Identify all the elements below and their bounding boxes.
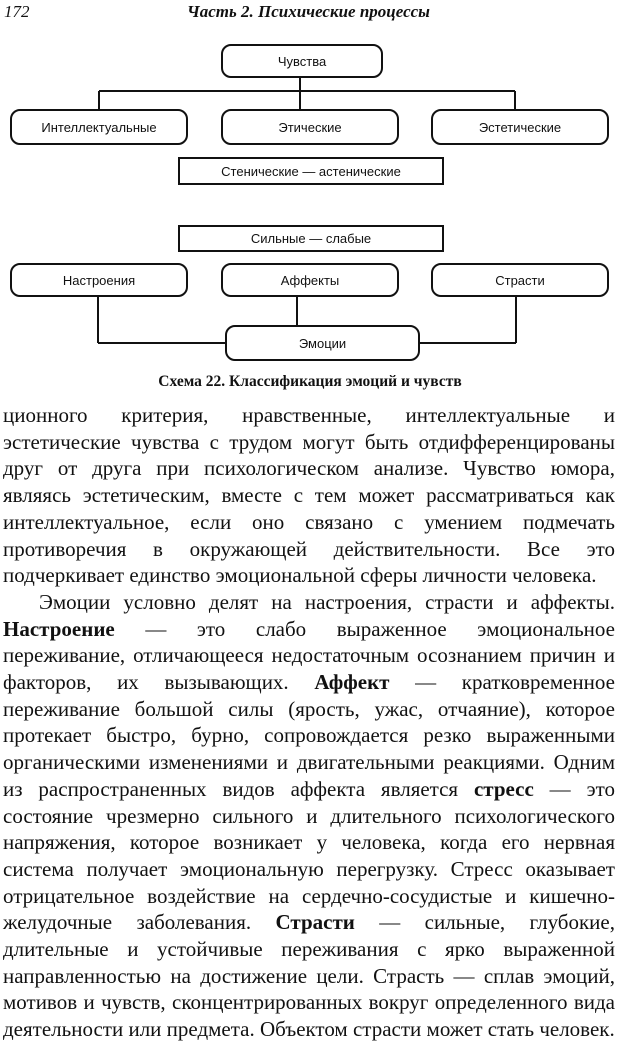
figure-caption: Схема 22. Классификация эмоций и чувств [158,373,462,390]
term-passions: Страсти [275,910,355,935]
body-text [3,402,615,1043]
paragraph-2 [3,589,615,1043]
node-passions: Страсти [431,263,609,297]
feelings-connectors [99,78,515,109]
paragraph-2-text-d: — это состояние чрезмерно сильного и длительного психологического напряжения, которое возникает у человека, когда его нервная система получает эмоциональную перегрузку. Стресс оказывает отрицательное воздействие на сердечно-сосудистые и кишечно-желудочные заболевания. [3,776,615,935]
node-intellectual: Интеллектуальные [10,109,188,145]
term-mood: Настроение [3,616,115,641]
page-number: 172 [4,2,30,21]
node-moods: Настроения [10,263,188,297]
node-feelings: Чувства [221,44,383,78]
criterion-strong-weak: Сильные — слабые [178,225,444,252]
term-stress: стресс [473,776,534,801]
criterion-sthenic-asthenic: Стенические — астенические [178,157,444,185]
term-affect: Аффект [314,670,390,695]
node-affects: Аффекты [221,263,399,297]
paragraph-1: ционного критерия, нравственные, интеллектуальные и эстетические чувства с трудом могут быть отдифференцированы друг от друга при психологическом анализе. Чувство юмора, являясь эстетическим, вместе с тем может рассматриваться как интеллектуальное, если оно связано с умением подмечать противоречия в окружающей действительности. Все это подчеркивает единство эмоциональной сферы личности человека. [3,403,615,588]
node-ethical: Этические [221,109,399,145]
paragraph-2-intro: Эмоции условно делят на настроения, страсти и аффекты. [39,589,615,614]
paragraph-2-text-e: — сильные, глубокие, длительные и устойчивые переживания с ярко выраженной направленностью на достижение цели. Страсть — сплав эмоций, мотивов и чувств, сконцентрированных вокруг определенного вида деятельности или предмета. Объектом страсти может стать человек. [3,910,615,1042]
paragraph-2-text-b: — это слабо выраженное эмоциональное переживание, отличающееся недостаточным осознанием причин и факторов, их вызывающих. [3,616,615,695]
paragraph-2-text-c: — кратковременное переживание большой силы (ярость, ужас, отчаяние), которое протекает быстро, бурно, сопровождается резко выраженными органическими изменениями и двигательными реакциями. Одним из распространенных видов аффекта является [3,670,615,801]
node-emotions: Эмоции [225,325,420,361]
running-header: Часть 2. Психические процессы [187,2,430,21]
node-aesthetic: Эстетические [431,109,609,145]
